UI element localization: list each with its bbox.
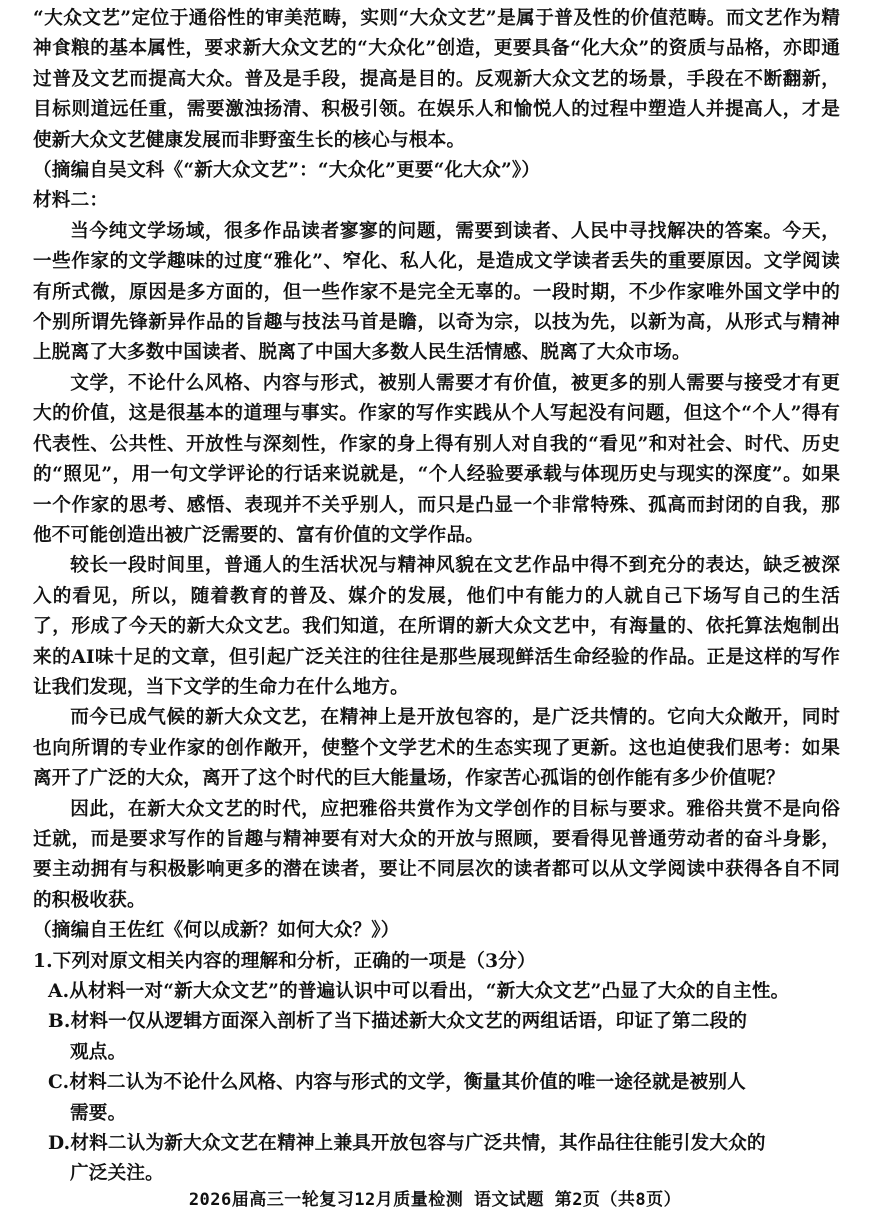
question-1-option-a (33, 977, 840, 1007)
material-one-paragraph-tail: “大众文艺”定位于通俗性的审美范畴，实则“大众文艺”是属于普及性的价值范畴。而文艺作为精神食粮的基本属性，要求新大众文艺的“大众化”创造，更要具备“化大众”的资质与品格，亦即通过普及文艺而提高大众。普及是手段，提高是目的。反观新大众文艺的场景，手段在不断翻新，目标则道远任重，需要激浊扬清、积极引领。在娱乐人和愉悦人的过程中塑造人并提高人，才是使新大众文艺健康发展而非野蛮生长的核心与根本。 (33, 8, 840, 151)
question-1-option-b (33, 1007, 840, 1068)
material-two-heading: 材料二： (33, 190, 109, 212)
material-two-paragraph: 较长一段时间里，普通人的生活状况与精神风貌在文艺作品中得不到充分的表达，缺乏被深入的看见，所以，随着教育的普及、媒介的发展，他们中有能力的人就自己下场写自己的生活了，形成了今天的新大众文艺。我们知道，在所谓的新大众文艺中，有海量的、依托算法炮制出来的AI味十足的文章，但引起广泛关注的往往是那些展现鲜活生命经验的作品。正是这样的写作让我们发现，当下文学的生命力在什么地方。 (33, 555, 840, 698)
material-two-paragraph: 文学，不论什么风格、内容与形式，被别人需要才有价值，被更多的别人需要与接受才有更大的价值，这是很基本的道理与事实。作家的写作实践从个人写起没有问题，但这个“个人”得有代表性、公共性、开放性与深刻性，作家的身上得有别人对自我的“看见”和对社会、时代、历史的“照见”，用一句文学评论的行话来说就是，“个人经验要承载与体现历史与现实的深度”。如果一个作家的思考、感悟、表现并不关乎别人，而只是凸显一个非常特殊、孤高而封闭的自我，那他不可能创造出被广泛需要的、富有价值的文学作品。 (33, 372, 840, 546)
option-continuation: 需要。 (70, 1102, 127, 1124)
option-text: B.材料一仅从逻辑方面深入剖析了当下描述新大众文艺的两组话语，印证了第二段的 (48, 1011, 748, 1033)
question-1-option-c (33, 1068, 840, 1129)
material-one-source: （摘编自吴文科《“新大众文艺”：“大众化”更要“化大众”》） (33, 160, 541, 182)
page-footer: 2026届高三一轮复习12月质量检测 语文试题 第2页（共8页） (188, 1190, 682, 1210)
material-two-paragraph: 当今纯文学场域，很多作品读者寥寥的问题，需要到读者、人民中寻找解决的答案。今天，一些作家的文学趣味的过度“雅化”、窄化、私人化，是造成文学读者丢失的重要原因。文学阅读有所式微，原因是多方面的，但一些作家不是完全无辜的。一段时期，不少作家唯外国文学中的个别所谓先锋新异作品的旨趣与技法马首是瞻，以奇为宗，以技为先，以新为高，从形式与精神上脱离了大多数中国读者、脱离了中国大多数人民生活情感、脱离了大众市场。 (33, 220, 840, 364)
material-two-paragraph: 而今已成气候的新大众文艺，在精神上是开放包容的，是广泛共情的。它向大众敞开，同时也向所谓的专业作家的创作敞开，使整个文学艺术的生态实现了更新。这也迫使我们思考：如果离开了广泛的大众，离开了这个时代的巨大能量场，作家苦心孤诣的创作能有多少价值呢？ (33, 707, 840, 790)
option-continuation: 广泛关注。 (70, 1163, 164, 1185)
question-1-stem: 1.下列对原文相关内容的理解和分析，正确的一项是（3分） (33, 950, 536, 972)
option-continuation: 观点。 (70, 1041, 127, 1063)
option-text: D.材料二认为新大众文艺在精神上兼具开放包容与广泛共情，其作品往往能引发大众的 (48, 1133, 766, 1155)
question-1-option-d (33, 1129, 840, 1190)
option-text: A.从材料一对“新大众文艺”的普遍认识中可以看出，“新大众文艺”凸显了大众的自主性。 (48, 981, 790, 1002)
material-two-source: （摘编自王佐红《何以成新？如何大众？》） (33, 920, 400, 942)
material-two-paragraph: 因此，在新大众文艺的时代，应把雅俗共赏作为文学创作的目标与要求。雅俗共赏不是向俗迁就，而是要求写作的旨趣与精神要有对大众的开放与照顾，要看得见普通劳动者的奋斗身影，要主动拥有与积极影响更多的潜在读者，要让不同层次的读者都可以从文学阅读中获得各自不同的积极收获。 (33, 798, 840, 911)
option-text: C.材料二认为不论什么风格、内容与形式的文学，衡量其价值的唯一途径就是被别人 (48, 1072, 746, 1094)
